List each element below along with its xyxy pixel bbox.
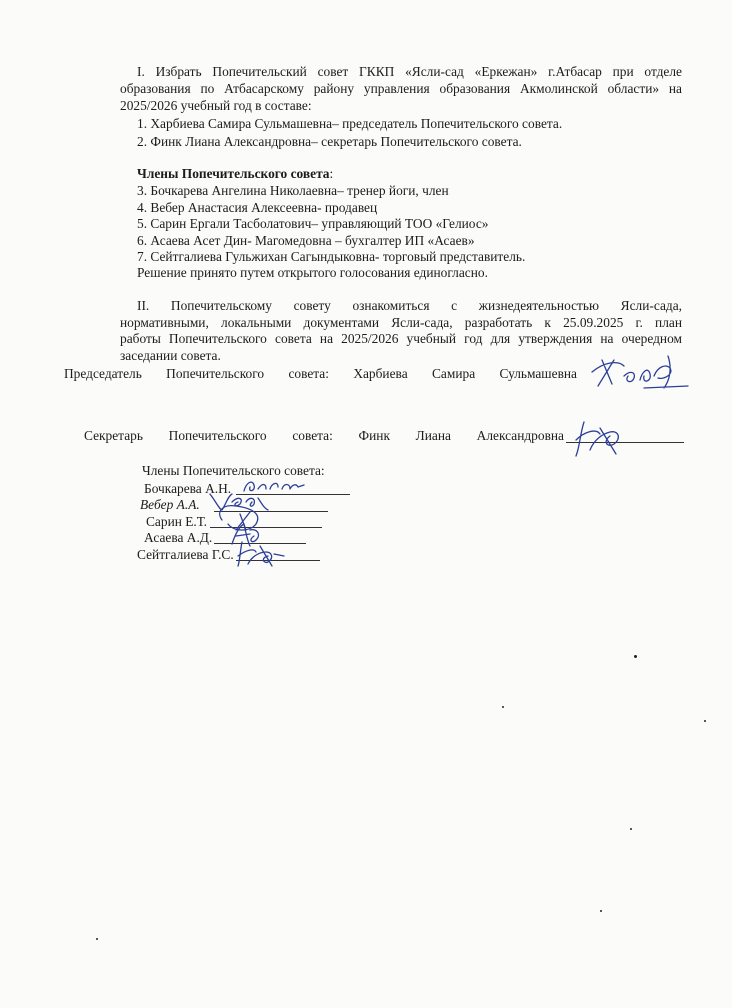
member-signature: [232, 536, 288, 570]
member-sign-seitgalieva: Сейтгалиева Г.С.: [137, 547, 234, 562]
scan-speck: [600, 910, 602, 912]
chair-item: 1. Харбиева Самира Сульмашевна– председатель Попечительского совета.: [137, 116, 563, 131]
section-2-line-1: II. Попечительскому совету ознакомиться с жизнедеятельностью Ясли-сада,: [137, 298, 682, 313]
section-2-line-2: нормативными, локальными документами Ясли-сада, разработать к 25.09.2025 г. план: [120, 315, 682, 330]
secretary-signature: [570, 414, 640, 460]
scan-speck: [502, 706, 504, 708]
member-item-3: 3. Бочкарева Ангелина Николаевна– тренер йоги, член: [137, 183, 449, 198]
member-item-7: 7. Сейтгалиева Гульжихан Сагындыковна- торговый представитель.: [137, 249, 526, 264]
decision-text: Решение принято путем открытого голосования единогласно.: [137, 265, 488, 280]
scan-speck: [96, 938, 98, 940]
member-sign-line: [214, 511, 328, 512]
section-1-line-3: 2025/2026 учебный год в составе:: [120, 98, 312, 113]
section-2-line-3: работы Попечительского совета на 2025/2026 учебный год для утверждения на очередном: [120, 331, 682, 346]
secretary-item: 2. Финк Лиана Александровна– секретарь Попечительского совета.: [137, 134, 522, 149]
member-item-5: 5. Сарин Ергали Тасболатович– управляющий ТОО «Гелиос»: [137, 216, 489, 231]
member-signature: [224, 520, 268, 550]
scan-speck: [634, 655, 637, 658]
member-sign-sarin: Сарин Е.Т.: [146, 514, 207, 529]
member-sign-line: [236, 560, 320, 561]
scan-speck: [704, 720, 706, 722]
secretary-signature-caption: Секретарь Попечительского совета: Финк Лиана Александровна: [84, 428, 564, 443]
members-sign-heading: Члены Попечительского совета:: [142, 463, 325, 478]
chair-signature-caption: Председатель Попечительского совета: Харбиева Самира Сульмашевна: [64, 366, 577, 381]
member-sign-line: [214, 543, 306, 544]
section-1-line-1: I. Избрать Попечительский совет ГККП «Ясли-сад «Еркежан» г.Атбасар при отделе: [137, 64, 682, 79]
member-sign-line: [210, 527, 322, 528]
member-sign-bochkareva: Бочкарева А.Н.: [144, 481, 232, 496]
member-sign-asaeva: Асаева А.Д.: [144, 530, 213, 545]
member-item-4: 4. Вебер Анастасия Алексеевна- продавец: [137, 200, 378, 215]
member-sign-line: [236, 494, 350, 495]
member-item-6: 6. Асаева Асет Дин- Магомедовна – бухгалтер ИП «Асаев»: [137, 233, 475, 248]
chair-signature: [584, 350, 694, 398]
member-sign-veber: Вебер А.А.: [140, 497, 200, 512]
secretary-signature-line: [566, 442, 684, 443]
member-signature: [212, 500, 272, 534]
section-1-line-2: образования по Атбасарскому району управления образования Акмолинской области» на: [120, 81, 682, 96]
section-2-line-4: заседании совета.: [120, 348, 221, 363]
members-heading: Члены Попечительского совета:: [137, 166, 334, 181]
scan-speck: [630, 828, 632, 830]
